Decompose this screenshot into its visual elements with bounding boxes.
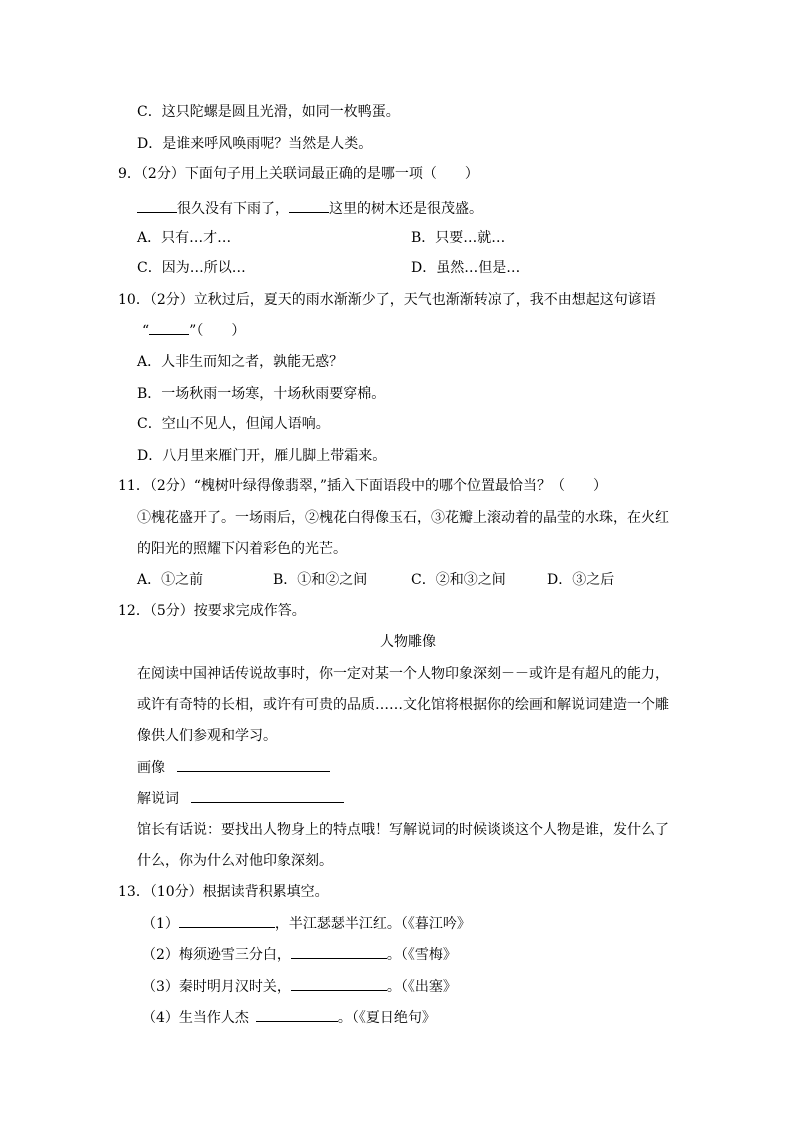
q12-portrait-row: [137, 757, 330, 778]
q13-item-1: [142, 913, 471, 934]
q13-stem: 13．（10分）根据读背积累填空。: [118, 884, 329, 900]
q12-paragraph-line-1: 在阅读中国神话传说故事时，你一定对某一个人物印象深刻－－或许是有超凡的能力，: [137, 666, 669, 682]
q13-item-1-text: ，半江瑟瑟半江红。（《暮江吟》: [274, 916, 471, 932]
q9-option-d: D．虽然…但是…: [411, 260, 521, 276]
q10-blank[interactable]: [149, 320, 189, 335]
q12-caption-blank[interactable]: [191, 788, 344, 803]
q11-option-b: B．①和②之间: [273, 572, 368, 588]
q9-stem: 9．（2分）下面句子用上关联词最正确的是哪一项（ ）: [118, 166, 479, 182]
q10-option-a: A．人非生而知之者，孰能无惑？: [137, 354, 344, 370]
q9-blank-2[interactable]: [289, 198, 329, 213]
q13-item-3-text: （3）秦时明月汉时关，: [142, 979, 291, 995]
q13-item-2-text: （2）梅须逊雪三分白，: [142, 947, 291, 963]
q13-item-3: [142, 976, 457, 997]
q12-portrait-blank[interactable]: [177, 757, 330, 772]
q13-item-4-tail: 。（《夏日绝句》: [337, 1010, 436, 1026]
q10-stem: 10．（2分）立秋过后，夏天的雨水渐渐少了，天气也渐渐转凉了，我不由想起这句谚语: [118, 292, 656, 308]
q12-caption-row: [137, 788, 344, 809]
q9-sentence-b: 这里的树木还是很茂盛。: [329, 201, 483, 217]
q12-note-line-2: 什么，你为什么对他印象深刻。: [137, 853, 333, 869]
q10-quote-open: “: [142, 323, 150, 339]
q13-item-2-blank[interactable]: [291, 944, 387, 959]
q13-item-4-text: （4）生当作人杰: [142, 1010, 249, 1026]
q11-passage-line-1: ①槐花盛开了。一场雨后，②槐花白得像玉石，③花瓣上滚动着的晶莹的水珠，在火红: [137, 510, 669, 526]
q10-quote-close: ”（ ）: [189, 323, 246, 339]
q12-paragraph-line-2: 或许有奇特的长相，或许有可贵的品质……文化馆将根据你的绘画和解说词建造一个雕: [137, 697, 669, 713]
q9-blank-1[interactable]: [137, 198, 177, 213]
q12-caption-label: 解说词: [137, 791, 179, 807]
q10-option-b: B．一场秋雨一场寒，十场秋雨要穿棉。: [137, 386, 386, 402]
q12-note-line-1: 馆长有话说：要找出人物身上的特点哦！写解说词的时候谈谈这个人物是谁，发什么了: [137, 822, 669, 838]
q11-option-a: A．①之前: [137, 572, 204, 588]
q13-item-4-blank[interactable]: [256, 1007, 338, 1022]
q11-passage-line-2: 的阳光的照耀下闪着彩色的光芒。: [137, 541, 347, 557]
q10-quote: [142, 320, 245, 341]
q13-item-1-number: （1）: [142, 916, 179, 932]
q9-option-a: A．只有…才…: [137, 230, 232, 246]
q8-option-d: D．是谁来呼风唤雨呢？当然是人类。: [137, 136, 373, 152]
q11-option-c: C．②和③之间: [411, 572, 506, 588]
q12-title: 人物雕像: [380, 634, 436, 650]
q11-option-d: D．③之后: [547, 572, 615, 588]
q13-item-2-tail: 。（《雪梅》: [386, 947, 457, 963]
q9-sentence-a: 很久没有下雨了，: [177, 201, 289, 217]
q13-item-2: [142, 944, 457, 965]
q10-option-c: C．空山不见人，但闻人语响。: [137, 416, 330, 432]
q9-sentence: [137, 198, 483, 219]
q13-item-3-tail: 。（《出塞》: [386, 979, 457, 995]
q13-item-1-blank[interactable]: [179, 913, 275, 928]
q10-option-d: D．八月里来雁门开，雁儿脚上带霜来。: [137, 448, 387, 464]
q12-paragraph-line-3: 像供人们参观和学习。: [137, 728, 277, 744]
q12-portrait-label: 画像: [137, 760, 165, 776]
q12-stem: 12．（5分）按要求完成作答。: [118, 603, 306, 619]
q8-option-c: C．这只陀螺是圆且光滑，如同一枚鸭蛋。: [137, 104, 400, 120]
q13-item-4: [142, 1007, 436, 1028]
q9-option-b: B．只要…就…: [411, 230, 506, 246]
q13-item-3-blank[interactable]: [291, 976, 387, 991]
q9-option-c: C．因为…所以…: [137, 260, 246, 276]
q11-stem: 11．（2分）“槐树叶绿得像翡翠，”插入下面语段中的哪个位置最恰当？（ ）: [118, 478, 608, 494]
